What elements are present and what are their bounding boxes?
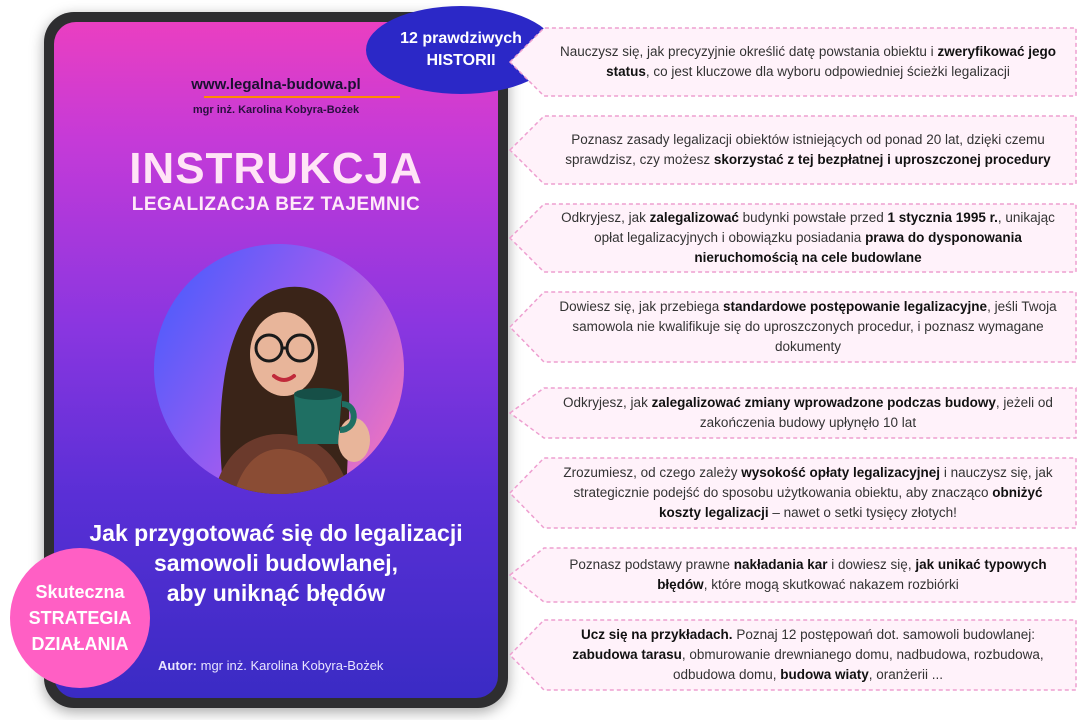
cover-subtitle: LEGALIZACJA BEZ TAJEMNIC [131,194,421,215]
author-portrait [154,244,404,494]
benefit-text-bold: skorzystać z tej bezpłatnej i uproszczonej procedury [713,152,1051,167]
benefit-callout [508,386,1078,440]
benefit-callout [508,202,1078,274]
benefit-text [552,26,1064,98]
benefit-text-bold: zalegalizować [649,210,739,225]
benefit-text [552,618,1064,692]
benefit-callout [508,456,1078,530]
benefit-callout [508,290,1078,364]
strategy-badge-line: DZIAŁANIA [31,634,129,654]
benefit-text-segment: Zrozumiesz, od czego zależy [563,465,742,480]
benefit-text [552,546,1064,604]
benefit-text-segment: , co jest kluczowe dla wyboru odpowiedniej ścieżki legalizacji [645,64,1010,79]
benefit-text [552,456,1064,530]
benefit-text-bold: zalegalizować zmiany wprowadzone podczas budowy [651,395,996,410]
benefit-text-segment: , jeśli Twoja samowola nie kwalifikuje się do uproszczonych procedur, i poznasz wymagane dokumenty [572,299,1057,354]
benefit-text-segment: – nawet o setki tysięcy złotych! [768,505,957,520]
benefit-text-bold: wysokość opłaty legalizacyjnej [741,465,941,480]
benefit-text-segment: Nauczysz się, jak precyzyjnie określić datę powstania obiektu i [560,44,938,59]
benefit-text-segment: , które mogą skutkować nakazem rozbiórki [703,577,959,592]
benefit-text-segment: Dowiesz się, jak przebiega [559,299,723,314]
benefit-text-segment: , obmurowanie drewnianego domu, nadbudowa, rozbudowa, odbudowa domu, [672,647,1044,682]
author-photo-illustration [154,244,404,494]
cover-headline-line: aby uniknąć błędów [166,580,386,606]
benefit-text-segment: , oranżerii ... [868,667,944,682]
benefit-text [552,202,1064,274]
stories-badge-line: 12 prawdziwych [400,30,522,47]
benefit-text [552,114,1064,186]
benefit-text-segment: , jeżeli od zakończenia budowy upłynęło 10 lat [699,395,1053,430]
site-url-underline [204,96,400,98]
benefit-callout [508,26,1078,98]
benefit-text-bold: zweryfikować jego status [606,44,1056,79]
benefit-text-bold: 1 stycznia 1995 r. [887,210,998,225]
benefit-text-segment: Poznasz zasady legalizacji obiektów istniejących od ponad 20 lat, dzięki czemu sprawdzisz, czy możesz [565,132,1045,167]
benefit-text-bold: budowa wiaty [780,667,869,682]
stories-badge-line: HISTORII [426,52,496,69]
benefit-text-segment: Poznasz podstawy prawne [569,557,734,572]
benefit-text-segment: i nauczysz się, jak strategicznie podejść do sposobu użytkowania obiektu, aby znacząco [573,465,1053,500]
strategy-badge-line: Skuteczna [35,582,125,602]
benefit-text [552,290,1064,364]
benefit-callout [508,546,1078,604]
strategy-badge [10,548,150,688]
benefit-text-bold: prawa do dysponowania nieruchomością na cele budowlane [694,230,1022,265]
cover-author-label: Autor: [158,658,197,673]
benefit-text-segment: i dowiesz się, [827,557,916,572]
benefit-text-segment: , unikając opłat legalizacyjnych i obowiązku posiadania [594,210,1055,245]
strategy-badge-line: STRATEGIA [28,608,132,628]
cover-headline-line: samowoli budowlanej, [153,550,399,576]
benefit-callout [508,114,1078,186]
cover-author [158,658,383,673]
benefit-text-segment: budynki powstałe przed [738,210,888,225]
benefit-text-bold: Ucz się na przykładach. [580,627,733,642]
benefit-text-segment: Poznaj 12 postępowań dot. samowoli budowlanej: [732,627,1036,642]
benefit-text-segment: Odkryjesz, jak [561,210,650,225]
benefit-text-bold: zabudowa tarasu [572,647,682,662]
site-author: mgr inż. Karolina Kobyra-Bożek [192,104,360,116]
cover-title: INSTRUKCJA [129,144,423,193]
benefit-text-segment: Odkryjesz, jak [563,395,652,410]
benefit-text-bold: standardowe postępowanie legalizacyjne [722,299,988,314]
benefit-text-bold: jak unikać typowych błędów [657,557,1047,592]
benefit-callout [508,618,1078,692]
cover-headline-line: Jak przygotować się do legalizacji [89,520,463,546]
benefit-text-bold: nakładania kar [733,557,828,572]
site-url: www.legalna-budowa.pl [191,76,361,93]
benefit-text-bold: obniżyć koszty legalizacji [659,485,1043,520]
benefit-text [552,386,1064,440]
cover-author-name: mgr inż. Karolina Kobyra-Bożek [200,658,384,673]
